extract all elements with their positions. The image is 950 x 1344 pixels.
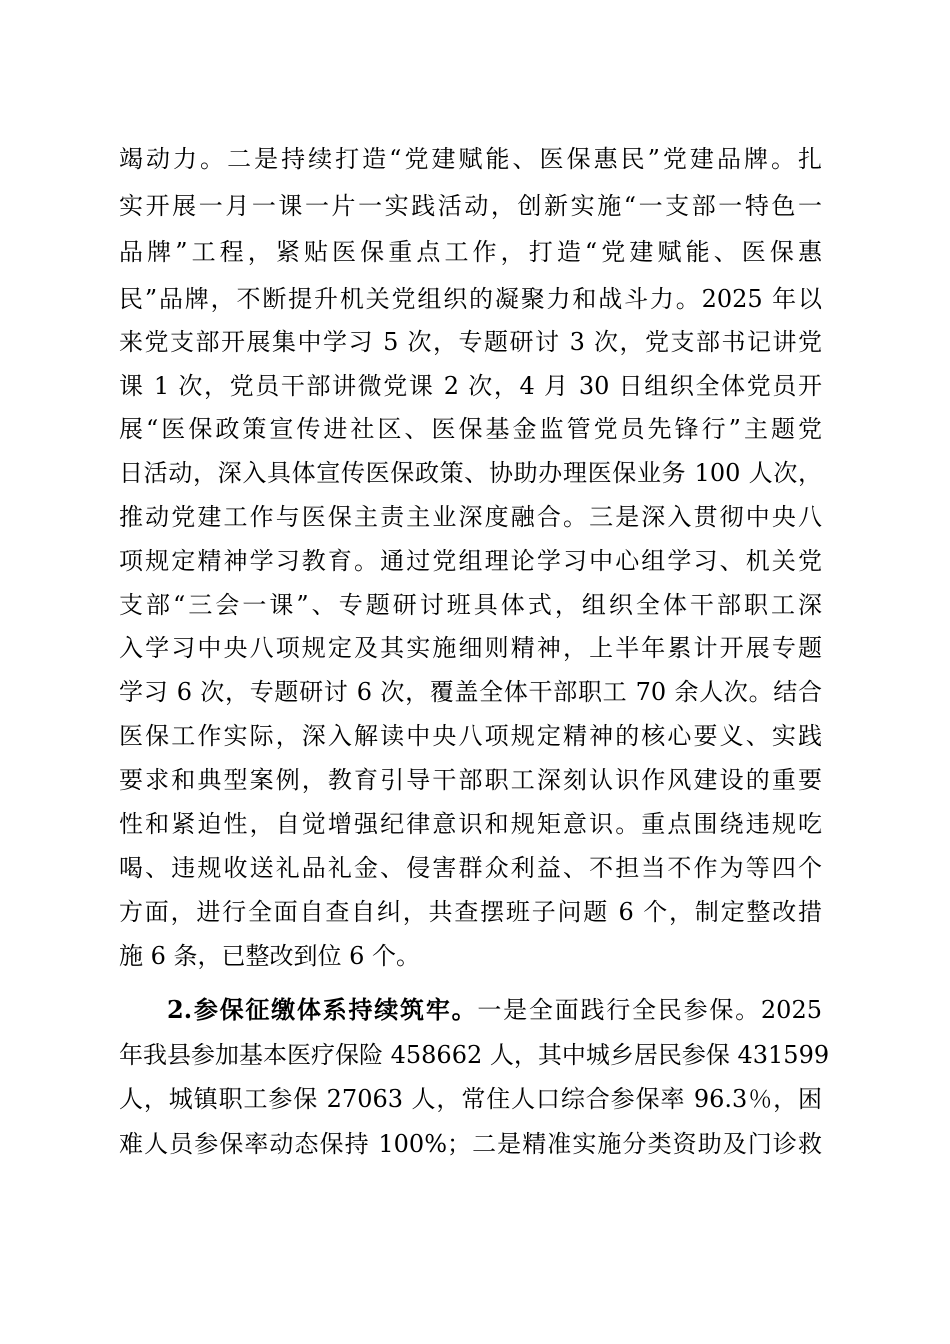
paragraph-1-line-14: 医保工作实际，深入解读中央八项规定精神的核心要义、实践 [119, 722, 822, 750]
paragraph-1-line-9: 推动党建工作与医保主责主业深度融合。三是深入贯彻中央八 [119, 503, 822, 531]
paragraph-1-line-3: 品牌”工程，紧贴医保重点工作，打造“党建赋能、医保惠 [119, 238, 822, 266]
paragraph-1-line-12: 入学习中央八项规定及其实施细则精神，上半年累计开展专题 [119, 634, 822, 662]
paragraph-1-line-11: 支部“三会一课”、专题研讨班具体式，组织全体干部职工深 [119, 591, 822, 619]
paragraph-1-line-7: 展“医保政策宣传进社区、医保基金监管党员先锋行”主题党 [119, 415, 822, 443]
paragraph-2-line-4: 难人员参保率动态保持 100%；二是精准实施分类资助及门诊救 [119, 1130, 822, 1158]
paragraph-1-line-6: 课 1 次，党员干部讲微党课 2 次，4 月 30 日组织全体党员开 [119, 372, 822, 400]
paragraph-1-line-2: 实开展一月一课一片一实践活动，创新实施“一支部一特色一 [119, 192, 822, 220]
paragraph-1-line-1: 竭动力。二是持续打造“党建赋能、医保惠民”党建品牌。扎 [119, 145, 822, 173]
paragraph-1-line-16: 性和紧迫性，自觉增强纪律意识和规矩意识。重点围绕违规吃 [119, 810, 822, 838]
paragraph-1-line-13: 学习 6 次，专题研讨 6 次，覆盖全体干部职工 70 余人次。结合 [119, 678, 822, 706]
paragraph-1-line-15: 要求和典型案例，教育引导干部职工深刻认识作风建设的重要 [119, 766, 822, 794]
paragraph-1-line-5: 来党支部开展集中学习 5 次，专题研讨 3 次，党支部书记讲党 [119, 328, 822, 356]
paragraph-2-heading: 2.参保征缴体系持续筑牢。 [167, 995, 478, 1024]
paragraph-1-line-17: 喝、违规收送礼品礼金、侵害群众利益、不担当不作为等四个 [119, 854, 822, 882]
paragraph-2-line-3: 人，城镇职工参保 27063 人，常住人口综合参保率 96.3％，困 [119, 1085, 822, 1113]
paragraph-1-line-18: 方面，进行全面自查自纠，共查摆班子问题 6 个，制定整改措 [119, 898, 822, 926]
paragraph-2-line-1 [167, 992, 822, 1028]
paragraph-1-line-8: 日活动，深入具体宣传医保政策、协助办理医保业务 100 人次， [119, 459, 822, 487]
paragraph-1-line-19: 施 6 条，已整改到位 6 个。 [119, 942, 421, 970]
paragraph-2-line-1-text: 一是全面践行全民参保。2025 [477, 996, 822, 1024]
paragraph-1-line-10: 项规定精神学习教育。通过党组理论学习中心组学习、机关党 [119, 547, 822, 575]
paragraph-1-line-4: 民”品牌，不断提升机关党组织的凝聚力和战斗力。2025 年以 [119, 285, 822, 313]
paragraph-2-line-2: 年我县参加基本医疗保险 458662 人，其中城乡居民参保 431599 [119, 1041, 830, 1069]
